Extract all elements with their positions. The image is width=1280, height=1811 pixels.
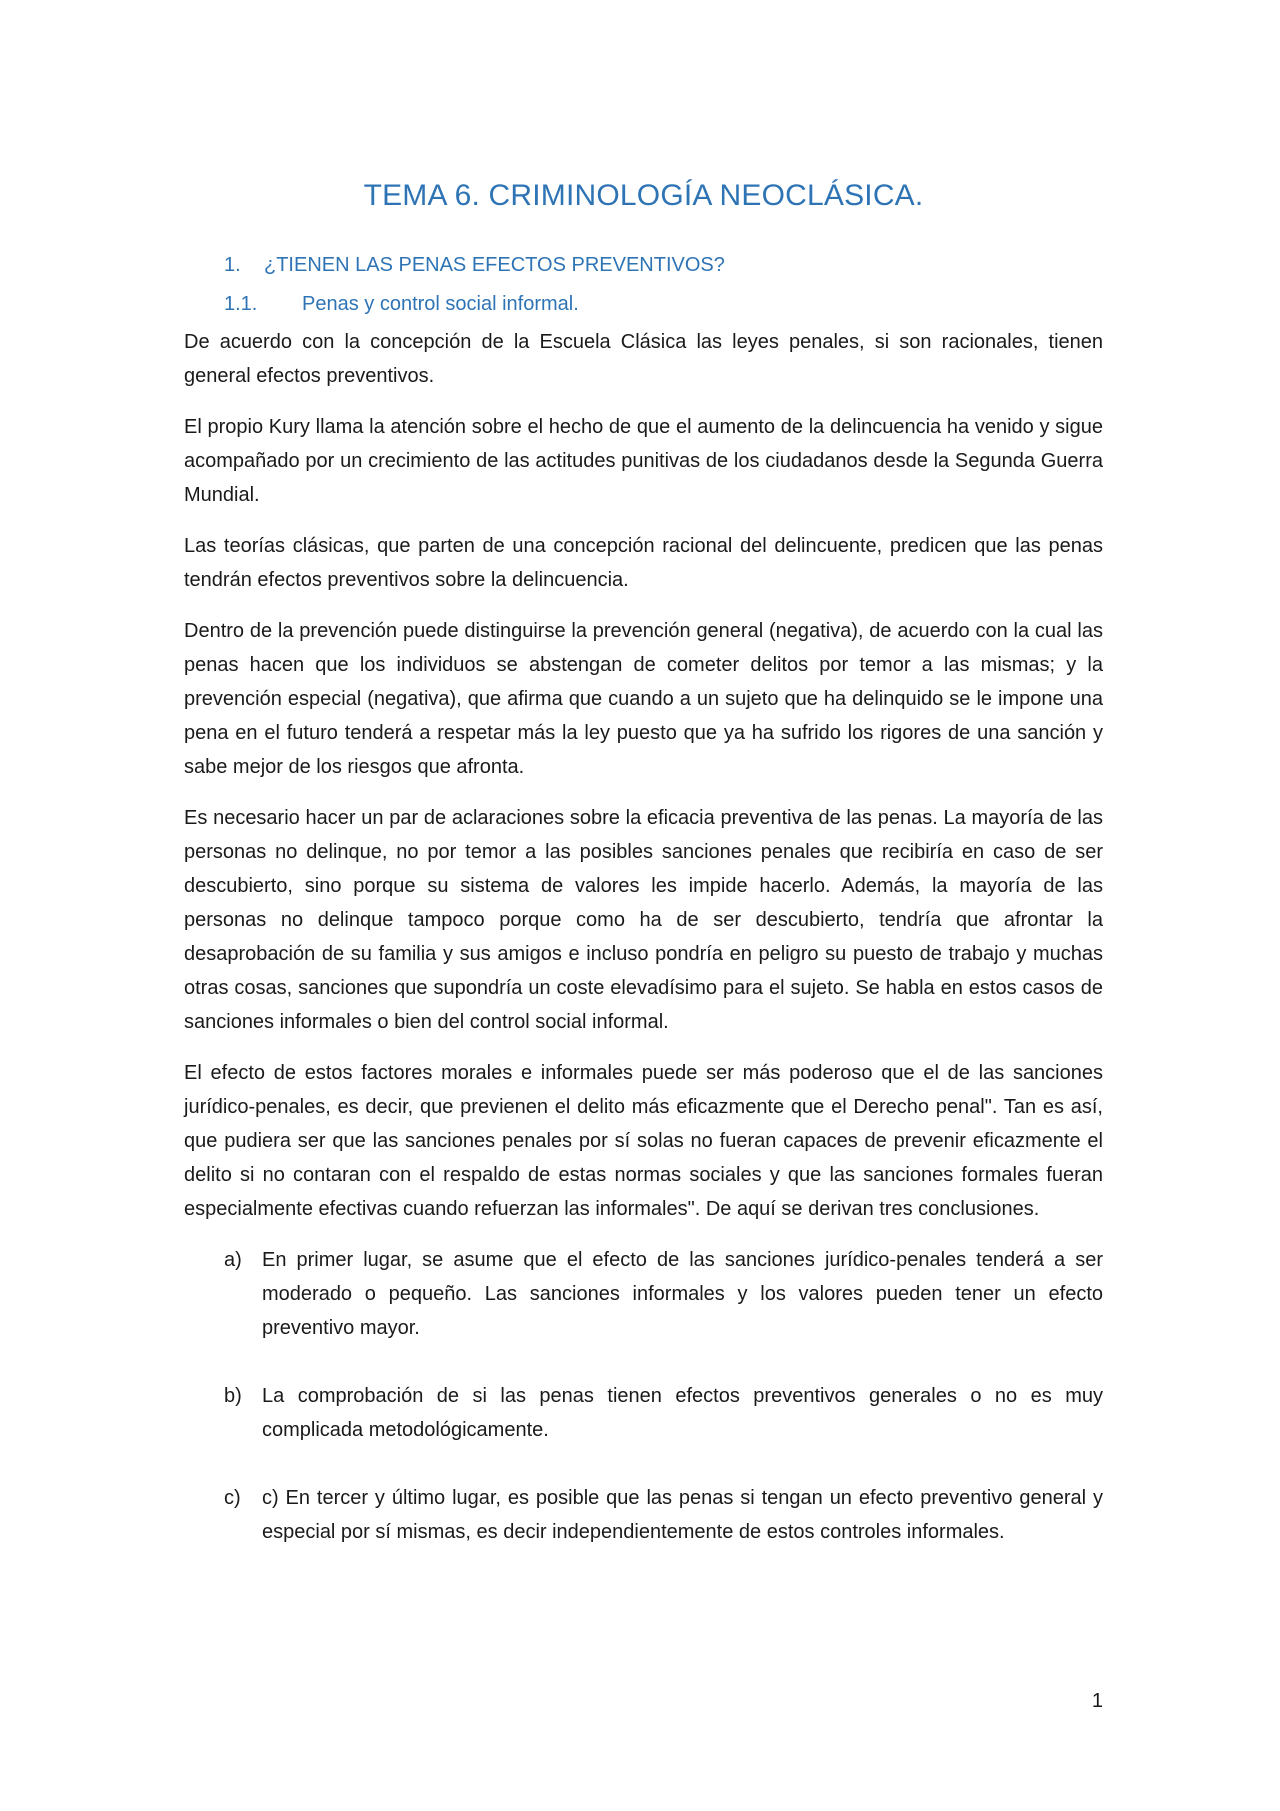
subsection-number: 1.1. [224, 293, 258, 315]
document-title: TEMA 6. CRIMINOLOGÍA NEOCLÁSICA. [363, 179, 924, 212]
list-item [184, 1243, 1103, 1345]
list-marker: c) [224, 1487, 241, 1509]
section-number: 1. [224, 254, 241, 276]
paragraph: De acuerdo con la concepción de la Escuela Clásica las leyes penales, si son racionales, tienen general efectos preventivos. [184, 331, 1103, 387]
paragraph: El propio Kury llama la atención sobre el hecho de que el aumento de la delincuencia ha venido y sigue acompañado por un crecimiento de las actitudes punitivas de los ciudadanos desde la Segunda Guerra Mundial. [184, 416, 1103, 506]
list-marker: b) [224, 1385, 242, 1407]
list-item-text: c) En tercer y último lugar, es posible que las penas si tengan un efecto preventivo general y especial por sí mismas, es decir independientemente de estos controles informales. [262, 1487, 1103, 1543]
document-page [184, 0, 1103, 1811]
list-marker: a) [224, 1249, 242, 1271]
list-item-text: La comprobación de si las penas tienen efectos preventivos generales o no es muy complicada metodológicamente. [262, 1385, 1103, 1441]
subsection-heading-text: Penas y control social informal. [302, 293, 579, 315]
list-item [184, 1481, 1103, 1549]
paragraph: Dentro de la prevención puede distinguirse la prevención general (negativa), de acuerdo con la cual las penas hacen que los individuos se abstengan de cometer delitos por temor a las mismas; y la prevención especial (negativa), que afirma que cuando a un sujeto que ha delinquido se le impone una pena en el futuro tenderá a respetar más la ley puesto que ya ha sufrido los rigores de una sanción y sabe mejor de los riesgos que afronta. [184, 620, 1103, 778]
body-text [184, 325, 1103, 1583]
paragraph: El efecto de estos factores morales e informales puede ser más poderoso que el de las sanciones jurídico-penales, es decir, que previenen el delito más eficazmente que el Derecho penal". Tan es así, que pudiera ser que las sanciones penales por sí solas no fueran capaces de prevenir eficazmente el delito si no contaran con el respaldo de estas normas sociales y que las sanciones formales fueran especialmente efectivas cuando refuerzan las informales". De aquí se derivan tres conclusiones. [184, 1062, 1103, 1220]
paragraph: Es necesario hacer un par de aclaraciones sobre la eficacia preventiva de las penas. La mayoría de las personas no delinque, no por temor a las posibles sanciones penales que recibiría en caso de ser descubierto, sino porque su sistema de valores les impide hacerlo. Además, la mayoría de las personas no delinque tampoco porque como ha de ser descubierto, tendría que afrontar la desaprobación de su familia y sus amigos e incluso pondría en peligro su puesto de trabajo y muchas otras cosas, sanciones que supondría un coste elevadísimo para el sujeto. Se habla en estos casos de sanciones informales o bien del control social informal. [184, 807, 1103, 1033]
list-item [184, 1379, 1103, 1447]
page-number: 1 [1091, 1690, 1103, 1712]
conclusions-list [184, 1243, 1103, 1549]
section-heading-1 [224, 252, 725, 278]
list-item-text: En primer lugar, se asume que el efecto de las sanciones jurídico-penales tenderá a ser moderado o pequeño. Las sanciones informales y los valores pueden tener un efecto preventivo mayor. [262, 1249, 1103, 1339]
section-heading-text: ¿TIENEN LAS PENAS EFECTOS PREVENTIVOS? [264, 254, 725, 276]
subsection-heading-1-1 [224, 291, 579, 317]
paragraph: Las teorías clásicas, que parten de una concepción racional del delincuente, predicen que las penas tendrán efectos preventivos sobre la delincuencia. [184, 535, 1103, 591]
